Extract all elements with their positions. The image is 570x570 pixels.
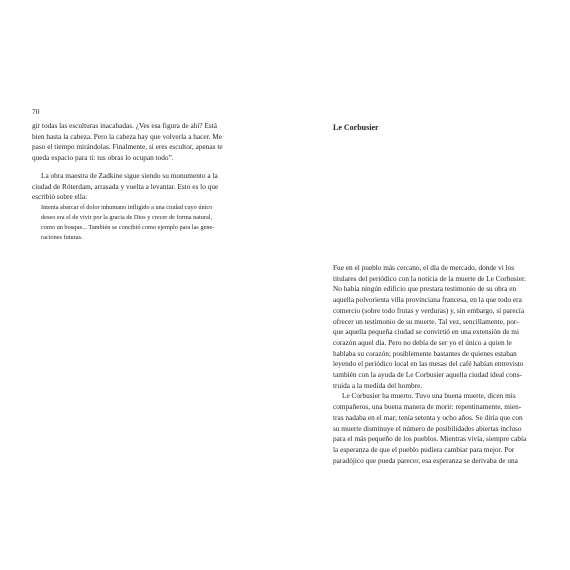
text-line: aquella polvorienta villa provinciana francesa, en la que todo era [333, 295, 522, 305]
text-line: para el más pequeño de los pueblos. Mientras vivía, siempre cabía [333, 434, 527, 444]
text-line: bien hasta la cabeza. Pero la cabeza hay que volverla a hacer. Me [32, 131, 223, 141]
text-line: ciudad de Róterdam, arrasada y vuelta a levantar. Esto es lo que [32, 181, 219, 191]
text-line: corazón aquel día. Pero no debía de ser yo el único a quien le [333, 337, 512, 347]
text-line: paso el tiempo mirándolas. Finalmente, si eres escultor, apenas te [32, 142, 223, 152]
left-page-text [32, 121, 270, 243]
text-line: queda espacio para ti: tus obras lo ocupan todo”. [32, 153, 174, 163]
quote-line: como un bosque... También se concibió como ejemplo para las gene- [41, 223, 215, 231]
quote-line: Intenta abarcar el dolor inhumano infligido a una ciudad cuyo único [41, 203, 213, 211]
quote-line: deseo era el de vivir por la gracia de Dios y crecer de forma natural, [41, 213, 213, 221]
text-line: paradójico que pueda parecer, esa esperanza se derivaba de una [333, 455, 518, 465]
text-line: titulares del periódico con la noticia de la muerte de Le Corbusier. [333, 273, 526, 283]
text-line: Fue en el pueblo más cercano, el día de mercado, donde vi los [333, 263, 515, 272]
chapter-title: Le Corbusier [333, 123, 379, 132]
text-line: truida a la medida del hombre. [333, 380, 423, 390]
text-line: escribió sobre ella: [32, 192, 88, 202]
left-paragraph-1 [32, 121, 270, 164]
quote-line: raciones futuras. [41, 233, 83, 241]
right-paragraph-1 [333, 263, 538, 391]
text-line: también con la ayuda de Le Corbusier aquella ciudad ideal cons- [333, 370, 522, 380]
text-line: La obra maestra de Zadkine sigue siendo su monumento a la [41, 170, 218, 180]
block-quote [32, 203, 270, 243]
text-line: la esperanza de que el pueblo pudiera cambiar para mejor. Por [333, 444, 515, 454]
right-page-text [333, 263, 538, 466]
page-number: 70 [32, 107, 40, 116]
text-line: que aquella pequeña ciudad se convirtió en una extensión de mi [333, 327, 520, 337]
text-line: hablaba su corazón; posiblemente bastantes de quienes estaban [333, 348, 517, 358]
text-line: Le Corbusier ha muerto. Tuvo una buena muerte, dicen mis [342, 391, 516, 401]
text-line: leyendo el periódico local en las mesas del café habían entrevisto [333, 359, 524, 369]
text-line: gir todas las esculturas inacabadas. ¿Ves esa figura de ahí? Está [32, 121, 217, 130]
left-paragraph-2 [32, 171, 270, 203]
text-line: ofrecer un testimonio de su muerte. Tal vez, sencillamente, por- [333, 316, 519, 326]
right-paragraph-2 [333, 391, 538, 466]
text-line: comercio (sobre todo frutas y verduras) y, sin embargo, sí parecía [333, 305, 525, 315]
text-line: No había ningún edificio que prestara testimonio de su obra en [333, 284, 517, 294]
text-line: compañeros, una buena manera de morir: repentinamente, mien- [333, 402, 522, 412]
text-line: tras nadaba en el mar; tenía setenta y ocho años. Se diría que con [333, 412, 523, 422]
text-line: su muerte disminuye el número de posibilidades abiertas incluso [333, 423, 522, 433]
